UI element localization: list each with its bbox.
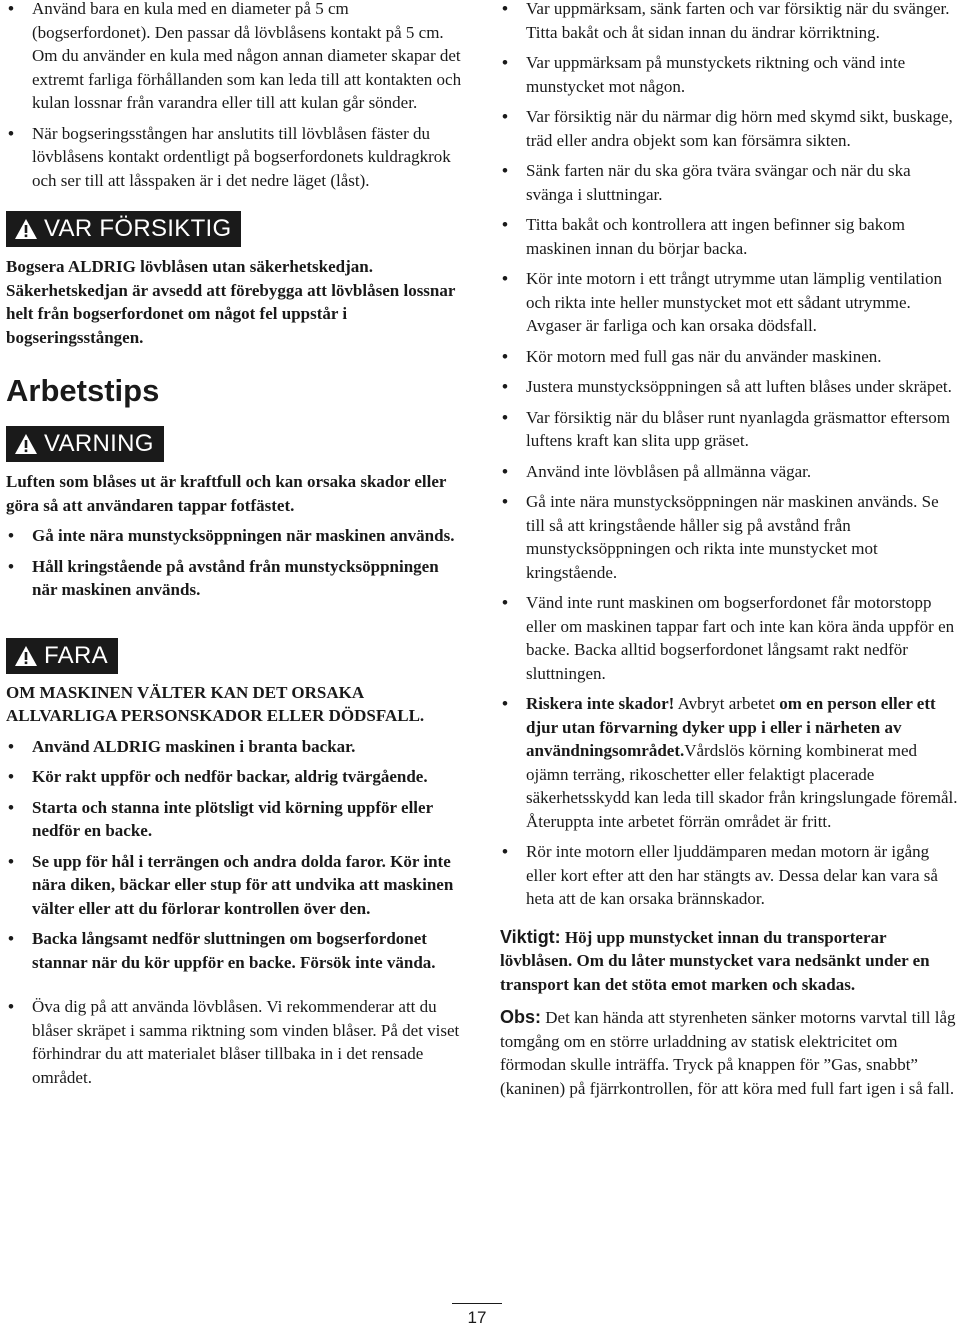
list-item: • Sänk farten när du ska göra tvära svängar och när du ska svänga i sluttningar.: [500, 159, 958, 206]
list-item: • Rör inte motorn eller ljuddämparen medan motorn är igång eller kort efter att den har stängts av. Dessa delar kan vara så heta att de kan orsaka brännskador.: [500, 840, 958, 911]
list-item: • Öva dig på att använda lövblåsen. Vi rekommenderar att du blåser skräpet i samma riktning som vinden blåser. På det viset förhindrar du att materialet blåser tillbaka in i det rensade området.: [6, 995, 464, 1089]
important-note: [500, 926, 958, 997]
list-item: • Var försiktig när du närmar dig hörn med skymd sikt, buskage, träd eller andra objekt som kan försämra sikten.: [500, 105, 958, 152]
list-item: • Kör inte motorn i ett trångt utrymme utan lämplig ventilation och rikta inte heller munstycket mot ett sådant utrymme. Avgaser är farliga och kan orsaka dödsfall.: [500, 267, 958, 338]
warning-bullet-list: [6, 524, 464, 602]
intro-bullet-list: [6, 0, 464, 192]
caution-text: Bogsera ALDRIG lövblåsen utan säkerhetskedjan. Säkerhetskedjan är avsedd att förebygga att lövblåsen lossnar helt från bogserfordonet om något fel uppstår i bogseringsstången.: [6, 257, 456, 347]
caution-badge: [6, 211, 241, 247]
warning-triangle-icon: [14, 218, 38, 240]
obs-text: Det kan hända att styrenheten sänker motorns varvtal till låg tomgång om en större urladdning av statisk elektricitet om förmodan skulle inträffa. Tryck på knappen för ”Gas, snabbt” (kaninen) på fjärrkontrollen, för att köra med full fart igen i så fall.: [500, 1008, 956, 1098]
list-item: • Titta bakåt och kontrollera att ingen befinner sig bakom maskinen innan du börjar backa.: [500, 213, 958, 260]
warning-badge: [6, 426, 164, 462]
warning-label: VARNING: [44, 430, 154, 457]
list-item: • Justera munstycksöppningen så att luften blåses under skräpet.: [500, 375, 958, 399]
obs-label: Obs:: [500, 1007, 542, 1027]
list-item: [500, 692, 958, 833]
list-item: • Backa långsamt nedför sluttningen om bogserfordonet stannar när du kör uppför en backe. Försök inte vända.: [6, 927, 464, 974]
list-item: • Vänd inte runt maskinen om bogserfordonet får motorstopp eller om maskinen tappar fart och inte kan köra ända uppför en backe. Backa alltid bogserfordonet långsamt rakt nedför sluttningen.: [500, 591, 958, 685]
list-item: • Var uppmärksam på munstyckets riktning och vänd inte munstycket mot någon.: [500, 51, 958, 98]
warning-triangle-icon: [14, 433, 38, 455]
danger-label: FARA: [44, 641, 108, 669]
list-item: • Starta och stanna inte plötsligt vid körning uppför eller nedför en backe.: [6, 796, 464, 843]
warning-block: [6, 426, 464, 602]
page-number: 17: [452, 1303, 502, 1326]
tips-bullet-list: [500, 0, 958, 911]
list-item: • Kör motorn med full gas när du använder maskinen.: [500, 345, 958, 369]
important-label: Viktigt:: [500, 926, 561, 947]
risk-bold-lead: Riskera inte skador!: [526, 694, 675, 713]
risk-normal-1: Avbryt arbetet: [674, 694, 780, 713]
practice-bullet-list: [6, 995, 464, 1089]
list-item: • Använd inte lövblåsen på allmänna vägar.: [500, 460, 958, 484]
list-item: • Gå inte nära munstycksöppningen när maskinen används. Se till så att kringstående håller sig på avstånd från munstycksöppningen och rikta inte munstycket mot kringstående.: [500, 490, 958, 584]
list-item: • Kör rakt uppför och nedför backar, aldrig tvärgående.: [6, 765, 464, 789]
left-column: [6, 0, 464, 1089]
list-item: • Använd ALDRIG maskinen i branta backar.: [6, 735, 464, 759]
list-item: • Var uppmärksam, sänk farten och var försiktig när du svänger. Titta bakåt och åt sidan innan du ändrar körriktning.: [500, 0, 958, 44]
right-column: [500, 0, 958, 1100]
danger-bullet-list: [6, 735, 464, 975]
list-item: • Använd bara en kula med en diameter på 5 cm (bogserfordonet). Den passar då lövblåsens kontakt på 5 cm. Om du använder en kula med någon annan diameter skapar det extremt farliga förhållanden som kan leda till att kontakten och kulan lossnar från varandra eller till att kulan går sönder.: [6, 0, 464, 115]
list-item: • När bogseringsstången har anslutits till lövblåsen fäster du lövblåsens kontakt ordentligt på bogserfordonets kuldragkrok och ser till att låsspaken är i det nedre läget (låst).: [6, 122, 464, 193]
section-title: Arbetstips: [6, 373, 160, 408]
danger-badge: [6, 638, 118, 674]
caution-block: [6, 211, 464, 349]
danger-block: [6, 638, 464, 975]
warning-triangle-icon: [14, 645, 38, 667]
caution-label: VAR FÖRSIKTIG: [44, 215, 232, 242]
list-item: • Håll kringstående på avstånd från munstycksöppningen när maskinen används.: [6, 555, 464, 602]
list-item: • Gå inte nära munstycksöppningen när maskinen används.: [6, 524, 464, 548]
risk-bold-2: om en person eller ett djur utan förvarning dyker upp i eller i närheten av användningsområdet.: [526, 694, 936, 760]
list-item: • Var försiktig när du blåser runt nyanlagda gräsmattor eftersom luftens kraft kan slita upp gräset.: [500, 406, 958, 453]
danger-text: OM MASKINEN VÄLTER KAN DET ORSAKA ALLVARLIGA PERSONSKADOR ELLER DÖDSFALL.: [6, 682, 425, 725]
warning-text: Luften som blåses ut är kraftfull och kan orsaka skador eller göra så att användaren tappar fotfästet.: [6, 472, 447, 515]
important-text: Höj upp munstycket innan du transporterar lövblåsen. Om du låter munstycket vara nedsänkt under en transport kan det stöta emot marken och skadas.: [500, 927, 930, 994]
obs-note: [500, 1006, 958, 1100]
list-item: • Se upp för hål i terrängen och andra dolda faror. Kör inte nära diken, bäckar eller stup för att undvika att maskinen välter eller att du förlorar kontrollen över den.: [6, 850, 464, 921]
risk-normal-2: Vårdslös körning kombinerat med ojämn terräng, rikoschetter eller felaktigt placerade säkerhetsskydd kan leda till skador från kringslungade föremål. Återuppta inte arbetet förrän området är fritt.: [526, 741, 958, 831]
